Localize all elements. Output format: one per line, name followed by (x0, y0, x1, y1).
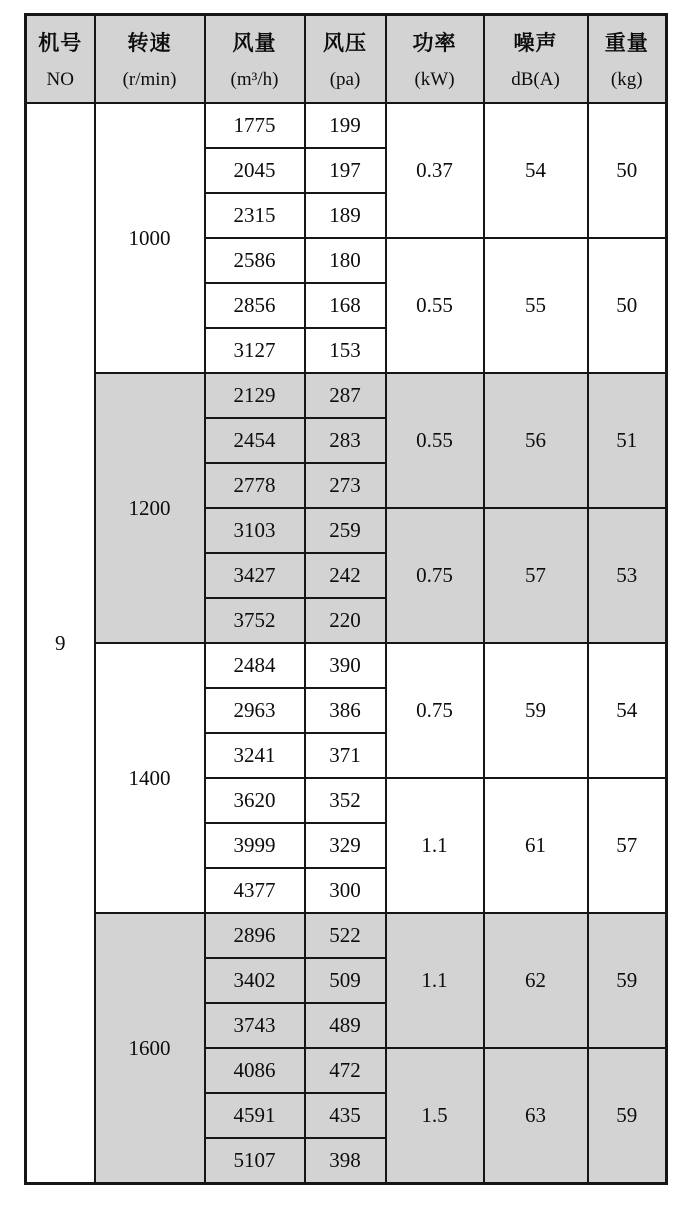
header-airflow (205, 15, 305, 104)
airflow-cell: 2129 (205, 373, 305, 418)
airflow-cell: 2484 (205, 643, 305, 688)
pressure-cell: 371 (305, 733, 386, 778)
noise-cell: 55 (484, 238, 588, 373)
pressure-cell: 522 (305, 913, 386, 958)
pressure-cell: 197 (305, 148, 386, 193)
power-cell: 1.1 (386, 778, 484, 913)
pressure-cell: 283 (305, 418, 386, 463)
airflow-cell: 2778 (205, 463, 305, 508)
pressure-cell: 273 (305, 463, 386, 508)
airflow-cell: 2586 (205, 238, 305, 283)
power-cell: 0.55 (386, 238, 484, 373)
weight-cell: 53 (588, 508, 667, 643)
noise-cell: 54 (484, 103, 588, 238)
pressure-cell: 398 (305, 1138, 386, 1184)
pressure-cell: 259 (305, 508, 386, 553)
pressure-cell: 352 (305, 778, 386, 823)
header-power (386, 15, 484, 104)
noise-cell: 63 (484, 1048, 588, 1184)
header-pressure (305, 15, 386, 104)
pressure-cell: 390 (305, 643, 386, 688)
header-speed-zh: 转速 (127, 31, 172, 56)
noise-cell: 56 (484, 373, 588, 508)
pressure-cell: 153 (305, 328, 386, 373)
airflow-cell: 1775 (205, 103, 305, 148)
weight-cell: 50 (588, 103, 667, 238)
header-speed (95, 15, 205, 104)
header-weight-unit: (kg) (610, 68, 643, 90)
fan-spec-table (24, 13, 668, 1185)
header-airflow-zh: 风量 (232, 31, 277, 56)
speed-cell: 1600 (95, 913, 205, 1184)
pressure-cell: 489 (305, 1003, 386, 1048)
pressure-cell: 300 (305, 868, 386, 913)
airflow-cell: 5107 (205, 1138, 305, 1184)
header-airflow-unit: (m³/h) (230, 68, 279, 90)
header-machine-no-unit: NO (46, 68, 74, 90)
power-cell: 0.75 (386, 508, 484, 643)
airflow-cell: 3427 (205, 553, 305, 598)
header-weight (588, 15, 667, 104)
airflow-cell: 2315 (205, 193, 305, 238)
weight-cell: 51 (588, 373, 667, 508)
pressure-cell: 168 (305, 283, 386, 328)
airflow-cell: 3743 (205, 1003, 305, 1048)
airflow-cell: 3127 (205, 328, 305, 373)
header-pressure-unit: (pa) (329, 68, 361, 90)
power-cell: 0.55 (386, 373, 484, 508)
airflow-cell: 2896 (205, 913, 305, 958)
noise-cell: 59 (484, 643, 588, 778)
pressure-cell: 435 (305, 1093, 386, 1138)
power-cell: 0.37 (386, 103, 484, 238)
header-noise (484, 15, 588, 104)
power-cell: 1.5 (386, 1048, 484, 1184)
table-row (26, 103, 667, 148)
power-cell: 1.1 (386, 913, 484, 1048)
pressure-cell: 189 (305, 193, 386, 238)
noise-cell: 61 (484, 778, 588, 913)
airflow-cell: 3999 (205, 823, 305, 868)
airflow-cell: 2963 (205, 688, 305, 733)
pressure-cell: 472 (305, 1048, 386, 1093)
speed-cell: 1000 (95, 103, 205, 373)
header-power-unit: (kW) (414, 68, 455, 90)
header-speed-unit: (r/min) (122, 68, 177, 90)
pressure-cell: 180 (305, 238, 386, 283)
header-weight-zh: 重量 (604, 31, 649, 56)
airflow-cell: 2856 (205, 283, 305, 328)
pressure-cell: 386 (305, 688, 386, 733)
noise-cell: 57 (484, 508, 588, 643)
speed-cell: 1400 (95, 643, 205, 913)
header-power-zh: 功率 (412, 31, 457, 56)
weight-cell: 50 (588, 238, 667, 373)
airflow-cell: 2045 (205, 148, 305, 193)
table-row (26, 913, 667, 958)
noise-cell: 62 (484, 913, 588, 1048)
pressure-cell: 242 (305, 553, 386, 598)
header-pressure-zh: 风压 (323, 31, 367, 56)
table-row (26, 643, 667, 688)
airflow-cell: 3752 (205, 598, 305, 643)
pressure-cell: 220 (305, 598, 386, 643)
speed-cell: 1200 (95, 373, 205, 643)
weight-cell: 54 (588, 643, 667, 778)
pressure-cell: 287 (305, 373, 386, 418)
weight-cell: 59 (588, 913, 667, 1048)
power-cell: 0.75 (386, 643, 484, 778)
airflow-cell: 4086 (205, 1048, 305, 1093)
header-row (26, 15, 667, 104)
pressure-cell: 329 (305, 823, 386, 868)
pressure-cell: 509 (305, 958, 386, 1003)
machine-no-cell: 9 (26, 103, 95, 1184)
header-machine-no (26, 15, 95, 104)
header-noise-unit: dB(A) (511, 68, 560, 90)
airflow-cell: 3402 (205, 958, 305, 1003)
weight-cell: 57 (588, 778, 667, 913)
airflow-cell: 4591 (205, 1093, 305, 1138)
airflow-cell: 3103 (205, 508, 305, 553)
weight-cell: 59 (588, 1048, 667, 1184)
airflow-cell: 3241 (205, 733, 305, 778)
airflow-cell: 4377 (205, 868, 305, 913)
airflow-cell: 3620 (205, 778, 305, 823)
header-noise-zh: 噪声 (513, 31, 558, 56)
header-machine-no-zh: 机号 (38, 31, 83, 56)
table-row (26, 373, 667, 418)
airflow-cell: 2454 (205, 418, 305, 463)
pressure-cell: 199 (305, 103, 386, 148)
